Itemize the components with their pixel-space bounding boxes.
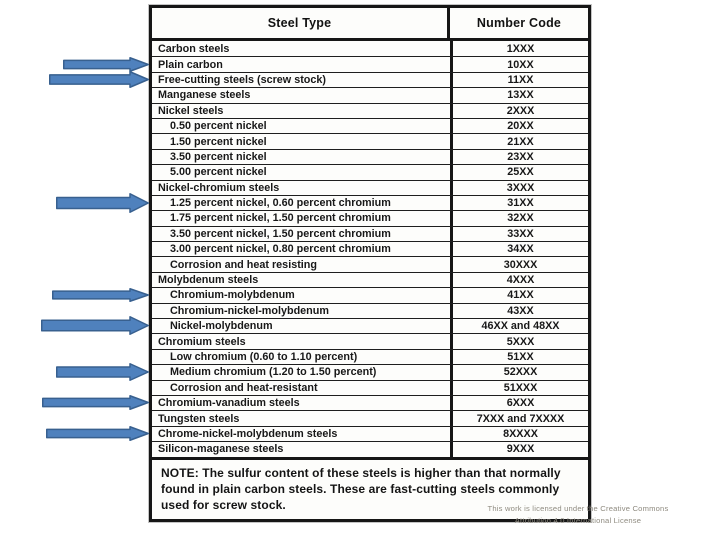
license-text — [462, 503, 694, 527]
row-pointer-arrow — [63, 57, 149, 72]
table-row — [152, 349, 588, 364]
right-block-arrow-icon — [46, 426, 149, 441]
number-code-cell: 10XX — [450, 57, 588, 71]
license-line-1: This work is licensed under the Creative Commons — [487, 504, 669, 513]
table-row — [152, 195, 588, 210]
steel-type-cell: 5.00 percent nickel — [170, 166, 267, 179]
table-row — [152, 410, 588, 425]
row-pointer-arrow — [56, 193, 149, 213]
table-row — [152, 164, 588, 179]
table-row — [152, 303, 588, 318]
number-code-cell: 33XX — [450, 227, 588, 241]
steel-type-cell: 3.50 percent nickel, 1.50 percent chromium — [170, 227, 391, 240]
number-code-cell: 4XXX — [450, 273, 588, 287]
number-code-cell: 5XXX — [450, 334, 588, 348]
steel-type-cell: Chromium-nickel-molybdenum — [170, 304, 329, 317]
steel-type-cell: Carbon steels — [158, 42, 230, 55]
table-row — [152, 287, 588, 302]
steel-type-cell: 1.50 percent nickel — [170, 135, 267, 148]
note-text: NOTE: The sulfur content of these steels is higher than that normally found in plain carbon steels. These are fast-cutting steels commonly used for screw stock. — [161, 465, 561, 512]
number-code-cell: 51XX — [450, 350, 588, 364]
license-line-2: Attribution 4.0 International License — [514, 515, 642, 525]
table-row — [152, 318, 588, 333]
steel-type-cell: Free-cutting steels (screw stock) — [158, 73, 327, 86]
steel-type-cell: Plain carbon — [158, 58, 223, 71]
number-code-cell: 32XX — [450, 211, 588, 225]
number-code-header: Number Code — [447, 8, 588, 38]
steel-type-cell: Medium chromium (1.20 to 1.50 percent) — [170, 366, 377, 379]
row-pointer-arrow — [41, 316, 149, 335]
right-block-arrow-icon — [52, 288, 149, 302]
table-row — [152, 41, 588, 56]
table-row — [152, 241, 588, 256]
number-code-cell: 3XXX — [450, 181, 588, 195]
steel-type-cell: Corrosion and heat-resistant — [170, 381, 318, 394]
steel-type-cell: 1.75 percent nickel, 1.50 percent chromium — [170, 212, 391, 225]
number-code-cell: 43XX — [450, 304, 588, 318]
number-code-cell: 11XX — [450, 73, 588, 87]
table-row — [152, 426, 588, 441]
steel-type-cell: Nickel steels — [158, 104, 224, 117]
steel-type-cell: Chromium-vanadium steels — [158, 397, 300, 410]
steel-type-table — [149, 5, 591, 522]
steel-type-cell: Silicon-maganese steels — [158, 443, 284, 456]
table-row — [152, 226, 588, 241]
steel-type-cell: Chromium-molybdenum — [170, 289, 295, 302]
steel-type-cell: 1.25 percent nickel, 0.60 percent chromium — [170, 197, 391, 210]
row-pointer-arrow — [46, 426, 149, 441]
steel-type-cell: Nickel-molybdenum — [170, 320, 273, 333]
steel-type-cell: 3.00 percent nickel, 0.80 percent chromium — [170, 243, 391, 256]
number-code-cell: 41XX — [450, 288, 588, 302]
table-row — [152, 87, 588, 102]
number-code-cell: 20XX — [450, 119, 588, 133]
number-code-cell: 9XXX — [450, 442, 588, 456]
number-code-cell: 21XX — [450, 134, 588, 148]
table-row — [152, 180, 588, 195]
steel-type-cell: Molybdenum steels — [158, 274, 259, 287]
row-pointer-arrow — [49, 71, 149, 88]
table-row — [152, 133, 588, 148]
right-block-arrow-icon — [56, 193, 149, 213]
table-row — [152, 395, 588, 410]
steel-type-cell: Corrosion and heat resisting — [170, 258, 317, 271]
table-row — [152, 364, 588, 379]
table-row — [152, 210, 588, 225]
table-row — [152, 272, 588, 287]
right-block-arrow-icon — [63, 57, 149, 72]
steel-type-cell: 0.50 percent nickel — [170, 120, 267, 133]
steel-type-cell: Chromium steels — [158, 335, 246, 348]
table-row — [152, 256, 588, 271]
right-block-arrow-icon — [41, 316, 149, 335]
right-block-arrow-icon — [49, 71, 149, 88]
number-code-cell: 23XX — [450, 150, 588, 164]
number-code-cell: 2XXX — [450, 104, 588, 118]
steel-type-cell: Nickel-chromium steels — [158, 181, 280, 194]
number-code-cell: 31XX — [450, 196, 588, 210]
number-code-cell: 6XXX — [450, 396, 588, 410]
number-code-cell: 25XX — [450, 165, 588, 179]
table-row — [152, 441, 588, 456]
table-row — [152, 149, 588, 164]
steel-type-header: Steel Type — [267, 16, 332, 30]
table-row — [152, 72, 588, 87]
steel-type-cell: Tungsten steels — [158, 412, 240, 425]
table-row — [152, 380, 588, 395]
table-row — [152, 118, 588, 133]
number-code-cell: 51XXX — [450, 381, 588, 395]
number-code-cell: 46XX and 48XX — [450, 319, 588, 333]
steel-type-cell: Manganese steels — [158, 89, 251, 102]
steel-type-cell: Low chromium (0.60 to 1.10 percent) — [170, 351, 358, 363]
steel-type-cell: 3.50 percent nickel — [170, 150, 267, 163]
right-block-arrow-icon — [56, 363, 149, 381]
right-block-arrow-icon — [42, 395, 149, 410]
number-code-cell: 13XX — [450, 88, 588, 102]
number-code-cell: 8XXXX — [450, 427, 588, 441]
steel-type-cell: Chrome-nickel-molybdenum steels — [158, 427, 338, 440]
table-row — [152, 56, 588, 71]
number-code-cell: 34XX — [450, 242, 588, 256]
row-pointer-arrow — [42, 395, 149, 410]
number-code-cell: 30XXX — [450, 257, 588, 271]
table-row — [152, 103, 588, 118]
number-code-cell: 7XXX and 7XXXX — [450, 411, 588, 425]
table-row — [152, 333, 588, 348]
row-pointer-arrow — [56, 363, 149, 381]
row-pointer-arrow — [52, 288, 149, 302]
table-header-row — [152, 8, 588, 41]
number-code-cell: 1XXX — [450, 41, 588, 56]
table-body — [152, 41, 588, 457]
number-code-cell: 52XXX — [450, 365, 588, 379]
